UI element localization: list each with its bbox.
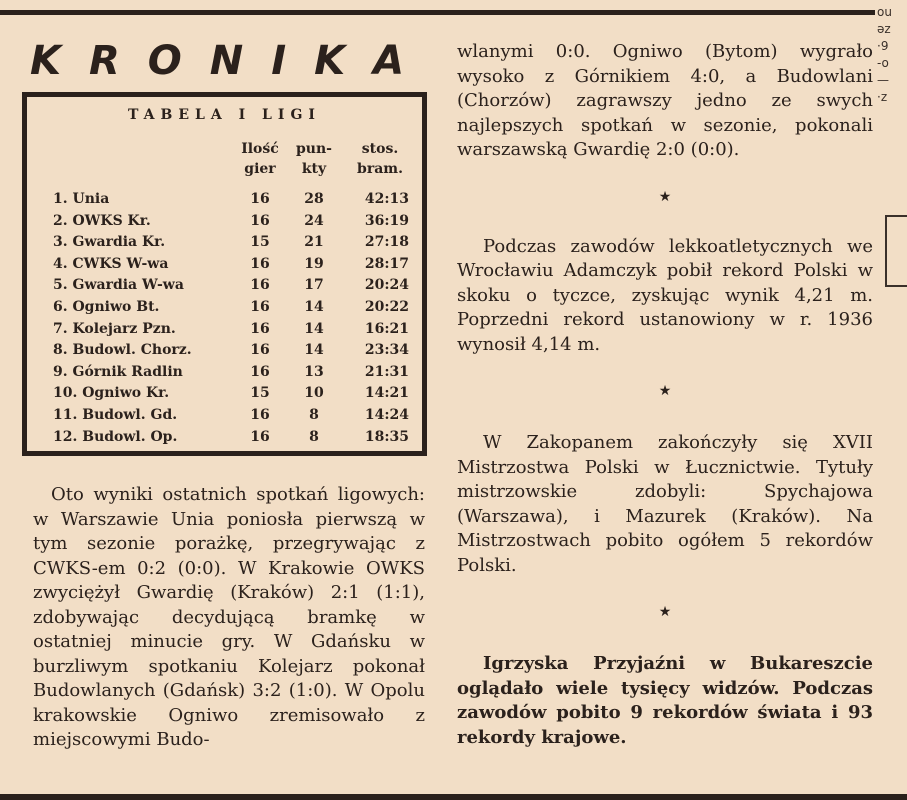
table-row	[27, 256, 422, 278]
paragraph-friendship-games: Igrzyska Przyjaźni w Bukareszcie oglądało wiele tysięcy widzów. Podczas zawodów pobito 9 rekordów świata i 93 rekordy krajowe.	[457, 653, 873, 748]
team-name: 4. CWKS W-wa	[53, 255, 169, 272]
paragraph-league-results: Oto wyniki ostatnich spotkań ligowych: w Warszawie Unia poniosła pierwszą w tym sezonie porażkę, przegrywając z CWKS-em 0:2 (0:0). W Krakowie OWKS zwyciężył Gwardię (Kraków) 2:1 (1:1), zdobywając decydującą bramkę w ostatniej minucie gry. W Gdańsku w burzliwym spotkaniu Kolejarz pokonał Budowlanych (Gdańsk) 3:2 (1:0). W Opolu krakowskie Ogniwo zremisowało z miejscowymi Budo-	[33, 484, 425, 750]
goal-ratio: 27:18	[364, 234, 409, 251]
points: 13	[304, 363, 324, 380]
header-games: Ilość gier	[241, 141, 279, 177]
table-row	[27, 234, 422, 256]
team-name: 5. Gwardia W-wa	[53, 277, 184, 294]
team-name: 1. Unia	[53, 191, 110, 207]
points: 14	[304, 320, 324, 337]
games-played: 16	[250, 320, 270, 337]
points: 28	[304, 191, 324, 207]
points: 8	[309, 428, 319, 445]
points: 17	[304, 277, 324, 294]
points: 8	[309, 406, 319, 423]
adjacent-page-fragment: ou əz ·9 -o — ·z	[877, 5, 892, 104]
games-played: 15	[250, 385, 270, 402]
league-table	[22, 92, 427, 456]
team-name: 11. Budowl. Gd.	[53, 406, 178, 423]
star-separator: ★	[658, 383, 672, 399]
header-goals: stos. bram.	[357, 141, 403, 177]
goal-ratio: 20:24	[364, 277, 409, 294]
goal-ratio: 28:17	[364, 255, 409, 272]
games-played: 15	[250, 234, 270, 251]
points: 21	[304, 234, 324, 251]
team-name: 10. Ogniwo Kr.	[53, 385, 170, 402]
table-row	[27, 407, 422, 429]
header-points: pun- kty	[296, 141, 332, 177]
table-row	[27, 364, 422, 386]
bottom-rule	[0, 794, 907, 800]
team-name: 8. Budowl. Chorz.	[53, 342, 192, 359]
games-played: 16	[250, 277, 270, 294]
games-played: 16	[250, 255, 270, 272]
section-title: KRONIKA	[30, 38, 433, 84]
top-rule	[0, 10, 875, 15]
paragraph-athletics-record: Podczas zawodów lekkoatletycznych we Wrocławiu Adamczyk pobił rekord Polski w skoku o tyczce, zyskując wynik 4,21 m. Poprzedni rekord ustanowiony w r. 1936 wynosił 4,14 m.	[457, 235, 873, 355]
goal-ratio: 14:24	[364, 406, 409, 423]
team-name: 3. Gwardia Kr.	[53, 234, 166, 251]
team-name: 2. OWKS Kr.	[53, 212, 151, 229]
team-name: 6. Ogniwo Bt.	[53, 298, 160, 315]
table-row	[27, 429, 422, 451]
games-played: 16	[250, 363, 270, 380]
games-played: 16	[250, 428, 270, 445]
table-row	[27, 299, 422, 321]
goal-ratio: 23:34	[364, 342, 409, 359]
team-name: 7. Kolejarz Pzn.	[53, 320, 176, 337]
games-played: 16	[250, 191, 270, 207]
goal-ratio: 21:31	[364, 363, 409, 380]
star-separator: ★	[658, 604, 672, 620]
games-played: 16	[250, 342, 270, 359]
team-name: 12. Budowl. Op.	[53, 428, 178, 445]
star-separator: ★	[658, 188, 672, 205]
paragraph-league-results-continued: wlanymi 0:0. Ogniwo (Bytom) wygrało wysoko z Górnikiem 4:0, a Budowlani (Chorzów) zagrawszy jedno ze swych najlepszych spotkań w sezonie, pokonali warszawską Gwardię 2:0 (0:0).	[457, 41, 873, 160]
table-row	[27, 191, 422, 213]
goal-ratio: 18:35	[364, 428, 409, 445]
points: 14	[304, 342, 324, 359]
goal-ratio: 42:13	[364, 191, 409, 207]
table-row	[27, 385, 422, 407]
paragraph-archery-championships: W Zakopanem zakończyły się XVII Mistrzostwa Polski w Łucznictwie. Tytuły mistrzowskie zdobyli: Spychajowa (Warszawa), i Mazurek (Kraków). Na Mistrzostwach pobito ogółem 5 rekordów Polski.	[457, 432, 873, 576]
table-row	[27, 213, 422, 235]
article-league-results	[33, 483, 425, 753]
points: 24	[304, 212, 324, 229]
goal-ratio: 14:21	[364, 385, 409, 402]
points: 14	[304, 298, 324, 315]
games-played: 16	[250, 212, 270, 229]
league-table-rows	[27, 191, 422, 450]
games-played: 16	[250, 298, 270, 315]
article-column-right	[457, 40, 873, 750]
goal-ratio: 16:21	[364, 320, 409, 337]
goal-ratio: 20:22	[364, 298, 409, 315]
games-played: 16	[250, 406, 270, 423]
team-name: 9. Górnik Radlin	[53, 363, 183, 380]
points: 10	[304, 385, 324, 402]
table-row	[27, 342, 422, 364]
table-row	[27, 277, 422, 299]
table-row	[27, 321, 422, 343]
points: 19	[304, 255, 324, 272]
league-table-title: TABELA I LIGI	[128, 107, 321, 123]
goal-ratio: 36:19	[364, 212, 409, 229]
adjacent-page-bracket	[885, 215, 907, 287]
